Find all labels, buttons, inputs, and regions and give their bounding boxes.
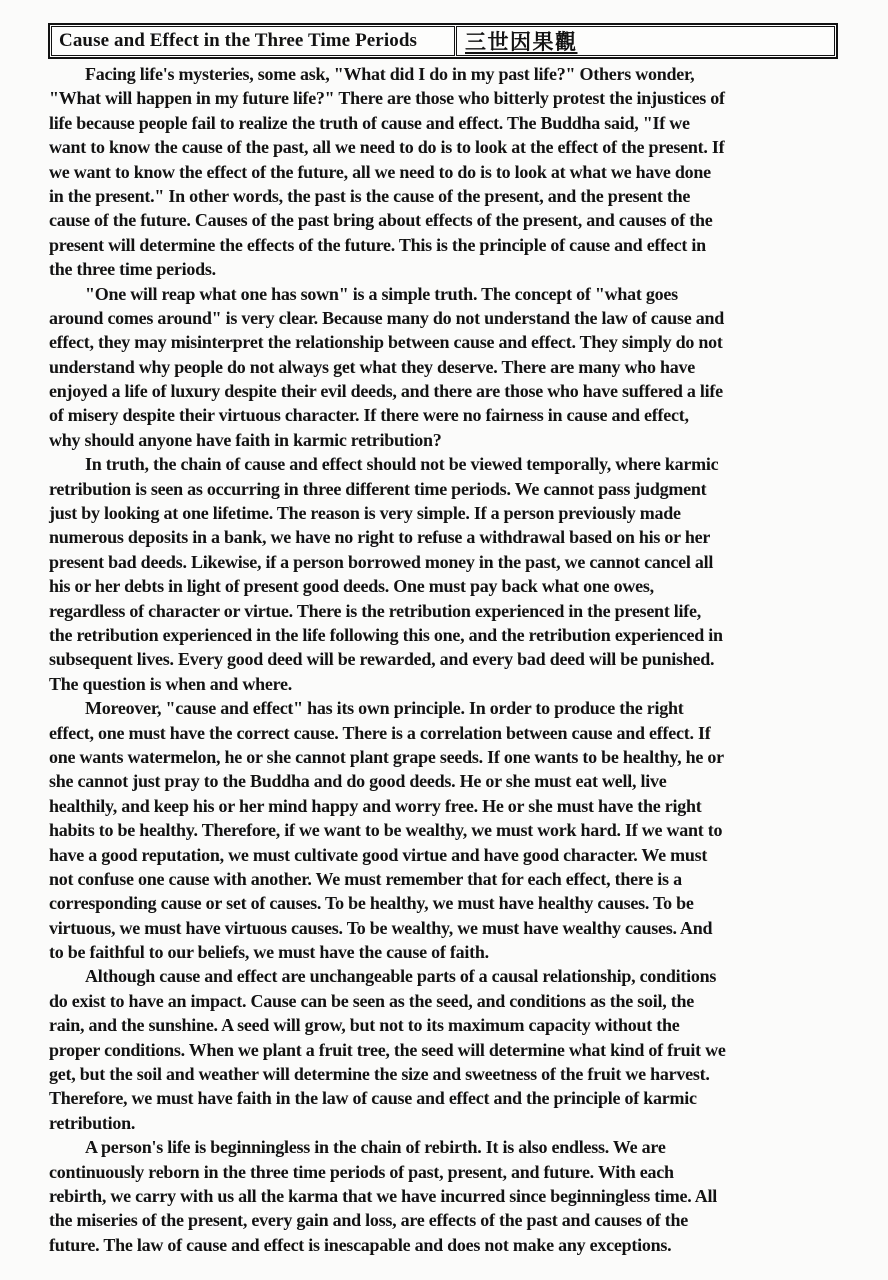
paragraph	[49, 964, 841, 1135]
text-line: virtuous, we must have virtuous causes. To be wealthy, we must have wealthy causes. And	[49, 917, 713, 938]
text-line: future. The law of cause and effect is inescapable and does not make any exceptions.	[49, 1234, 672, 1255]
page-title-chinese: 三世因果觀	[465, 30, 578, 54]
text-line: one wants watermelon, he or she cannot plant grape seeds. If one wants to be healthy, he or	[49, 746, 724, 767]
text-line: we want to know the effect of the future, all we need to do is to look at what we have done	[49, 161, 711, 182]
title-box	[48, 23, 838, 59]
text-line: Therefore, we must have faith in the law of cause and effect and the principle of karmic	[49, 1088, 697, 1109]
text-line: healthily, and keep his or her mind happy and worry free. He or she must have the right	[49, 795, 702, 816]
text-line: continuously reborn in the three time periods of past, present, and future. With each	[49, 1161, 674, 1182]
text-line: the miseries of the present, every gain and loss, are effects of the past and causes of the	[49, 1210, 688, 1231]
text-line: in the present." In other words, the past is the cause of the present, and the present the	[49, 185, 691, 206]
text-line: Although cause and effect are unchangeable parts of a causal relationship, conditions	[85, 966, 717, 987]
text-line: just by looking at one lifetime. The reason is very simple. If a person previously made	[49, 503, 681, 524]
text-line: numerous deposits in a bank, we have no right to refuse a withdrawal based on his or her	[49, 527, 711, 548]
text-line: do exist to have an impact. Cause can be seen as the seed, and conditions as the soil, the	[49, 990, 695, 1011]
text-line: Facing life's mysteries, some ask, "What did I do in my past life?" Others wonder,	[85, 64, 695, 84]
text-line: retribution is seen as occurring in three different time periods. We cannot pass judgment	[49, 478, 707, 499]
text-line: to be faithful to our beliefs, we must have the cause of faith.	[49, 942, 489, 963]
text-line: regardless of character or virtue. There is the retribution experienced in the present life,	[49, 600, 702, 621]
text-line: want to know the cause of the past, all we need to do is to look at the effect of the present. If	[49, 137, 725, 158]
paragraph	[49, 62, 841, 282]
paragraph	[49, 282, 841, 453]
article-body	[49, 62, 841, 1257]
text-line: "One will reap what one has sown" is a simple truth. The concept of "what goes	[85, 283, 678, 304]
text-line: around comes around" is very clear. Because many do not understand the law of cause and	[49, 307, 724, 328]
text-line: have a good reputation, we must cultivate good virtue and have good character. We must	[49, 844, 708, 865]
text-line: effect, they may misinterpret the relationship between cause and effect. They simply do not	[49, 332, 723, 353]
text-line: get, but the soil and weather will determine the size and sweetness of the fruit we harvest.	[49, 1064, 710, 1085]
text-line: "What will happen in my future life?" There are those who bitterly protest the injustices of	[49, 88, 725, 109]
paragraph	[49, 452, 841, 696]
text-line: A person's life is beginningless in the chain of rebirth. It is also endless. We are	[85, 1137, 666, 1158]
text-line: rain, and the sunshine. A seed will grow, but not to its maximum capacity without the	[49, 1015, 680, 1036]
text-line: corresponding cause or set of causes. To be healthy, we must have healthy causes. To be	[49, 893, 694, 914]
text-line: she cannot just pray to the Buddha and do good deeds. He or she must eat well, live	[49, 771, 667, 792]
title-cell-english	[51, 26, 455, 56]
text-line: present bad deeds. Likewise, if a person borrowed money in the past, we cannot cancel all	[49, 551, 714, 572]
text-line: habits to be healthy. Therefore, if we want to be wealthy, we must work hard. If we want to	[49, 820, 723, 841]
text-line: effect, one must have the correct cause. There is a correlation between cause and effect. If	[49, 722, 711, 743]
text-line: In truth, the chain of cause and effect should not be viewed temporally, where karmic	[85, 454, 719, 475]
text-line: cause of the future. Causes of the past bring about effects of the present, and causes of the	[49, 210, 713, 231]
text-line: why should anyone have faith in karmic retribution?	[49, 429, 442, 450]
text-line: the retribution experienced in the life following this one, and the retribution experienced in	[49, 624, 723, 645]
text-line: not confuse one cause with another. We must remember that for each effect, there is a	[49, 868, 682, 889]
text-line: enjoyed a life of luxury despite their evil deeds, and there are those who have suffered a life	[49, 381, 723, 402]
paragraph	[49, 696, 841, 964]
text-line: rebirth, we carry with us all the karma that we have incurred since beginningless time. All	[49, 1185, 718, 1206]
text-line: Moreover, "cause and effect" has its own principle. In order to produce the right	[85, 698, 684, 719]
text-line: The question is when and where.	[49, 673, 292, 694]
page-title-english: Cause and Effect in the Three Time Periods	[59, 30, 417, 51]
text-line: present will determine the effects of the future. This is the principle of cause and effect in	[49, 234, 706, 255]
text-line: retribution.	[49, 1112, 136, 1133]
text-line: understand why people do not always get what they deserve. There are many who have	[49, 356, 696, 377]
paragraph	[49, 1135, 841, 1257]
text-line: subsequent lives. Every good deed will be rewarded, and every bad deed will be punished.	[49, 649, 715, 670]
title-cell-chinese	[456, 26, 835, 56]
text-line: of misery despite their virtuous character. If there were no fairness in cause and effect,	[49, 405, 689, 426]
text-line: life because people fail to realize the truth of cause and effect. The Buddha said, "If we	[49, 112, 690, 133]
text-line: proper conditions. When we plant a fruit tree, the seed will determine what kind of fruit we	[49, 1039, 726, 1060]
text-line: the three time periods.	[49, 259, 216, 280]
text-line: his or her debts in light of present good deeds. One must pay back what one owes,	[49, 576, 654, 597]
